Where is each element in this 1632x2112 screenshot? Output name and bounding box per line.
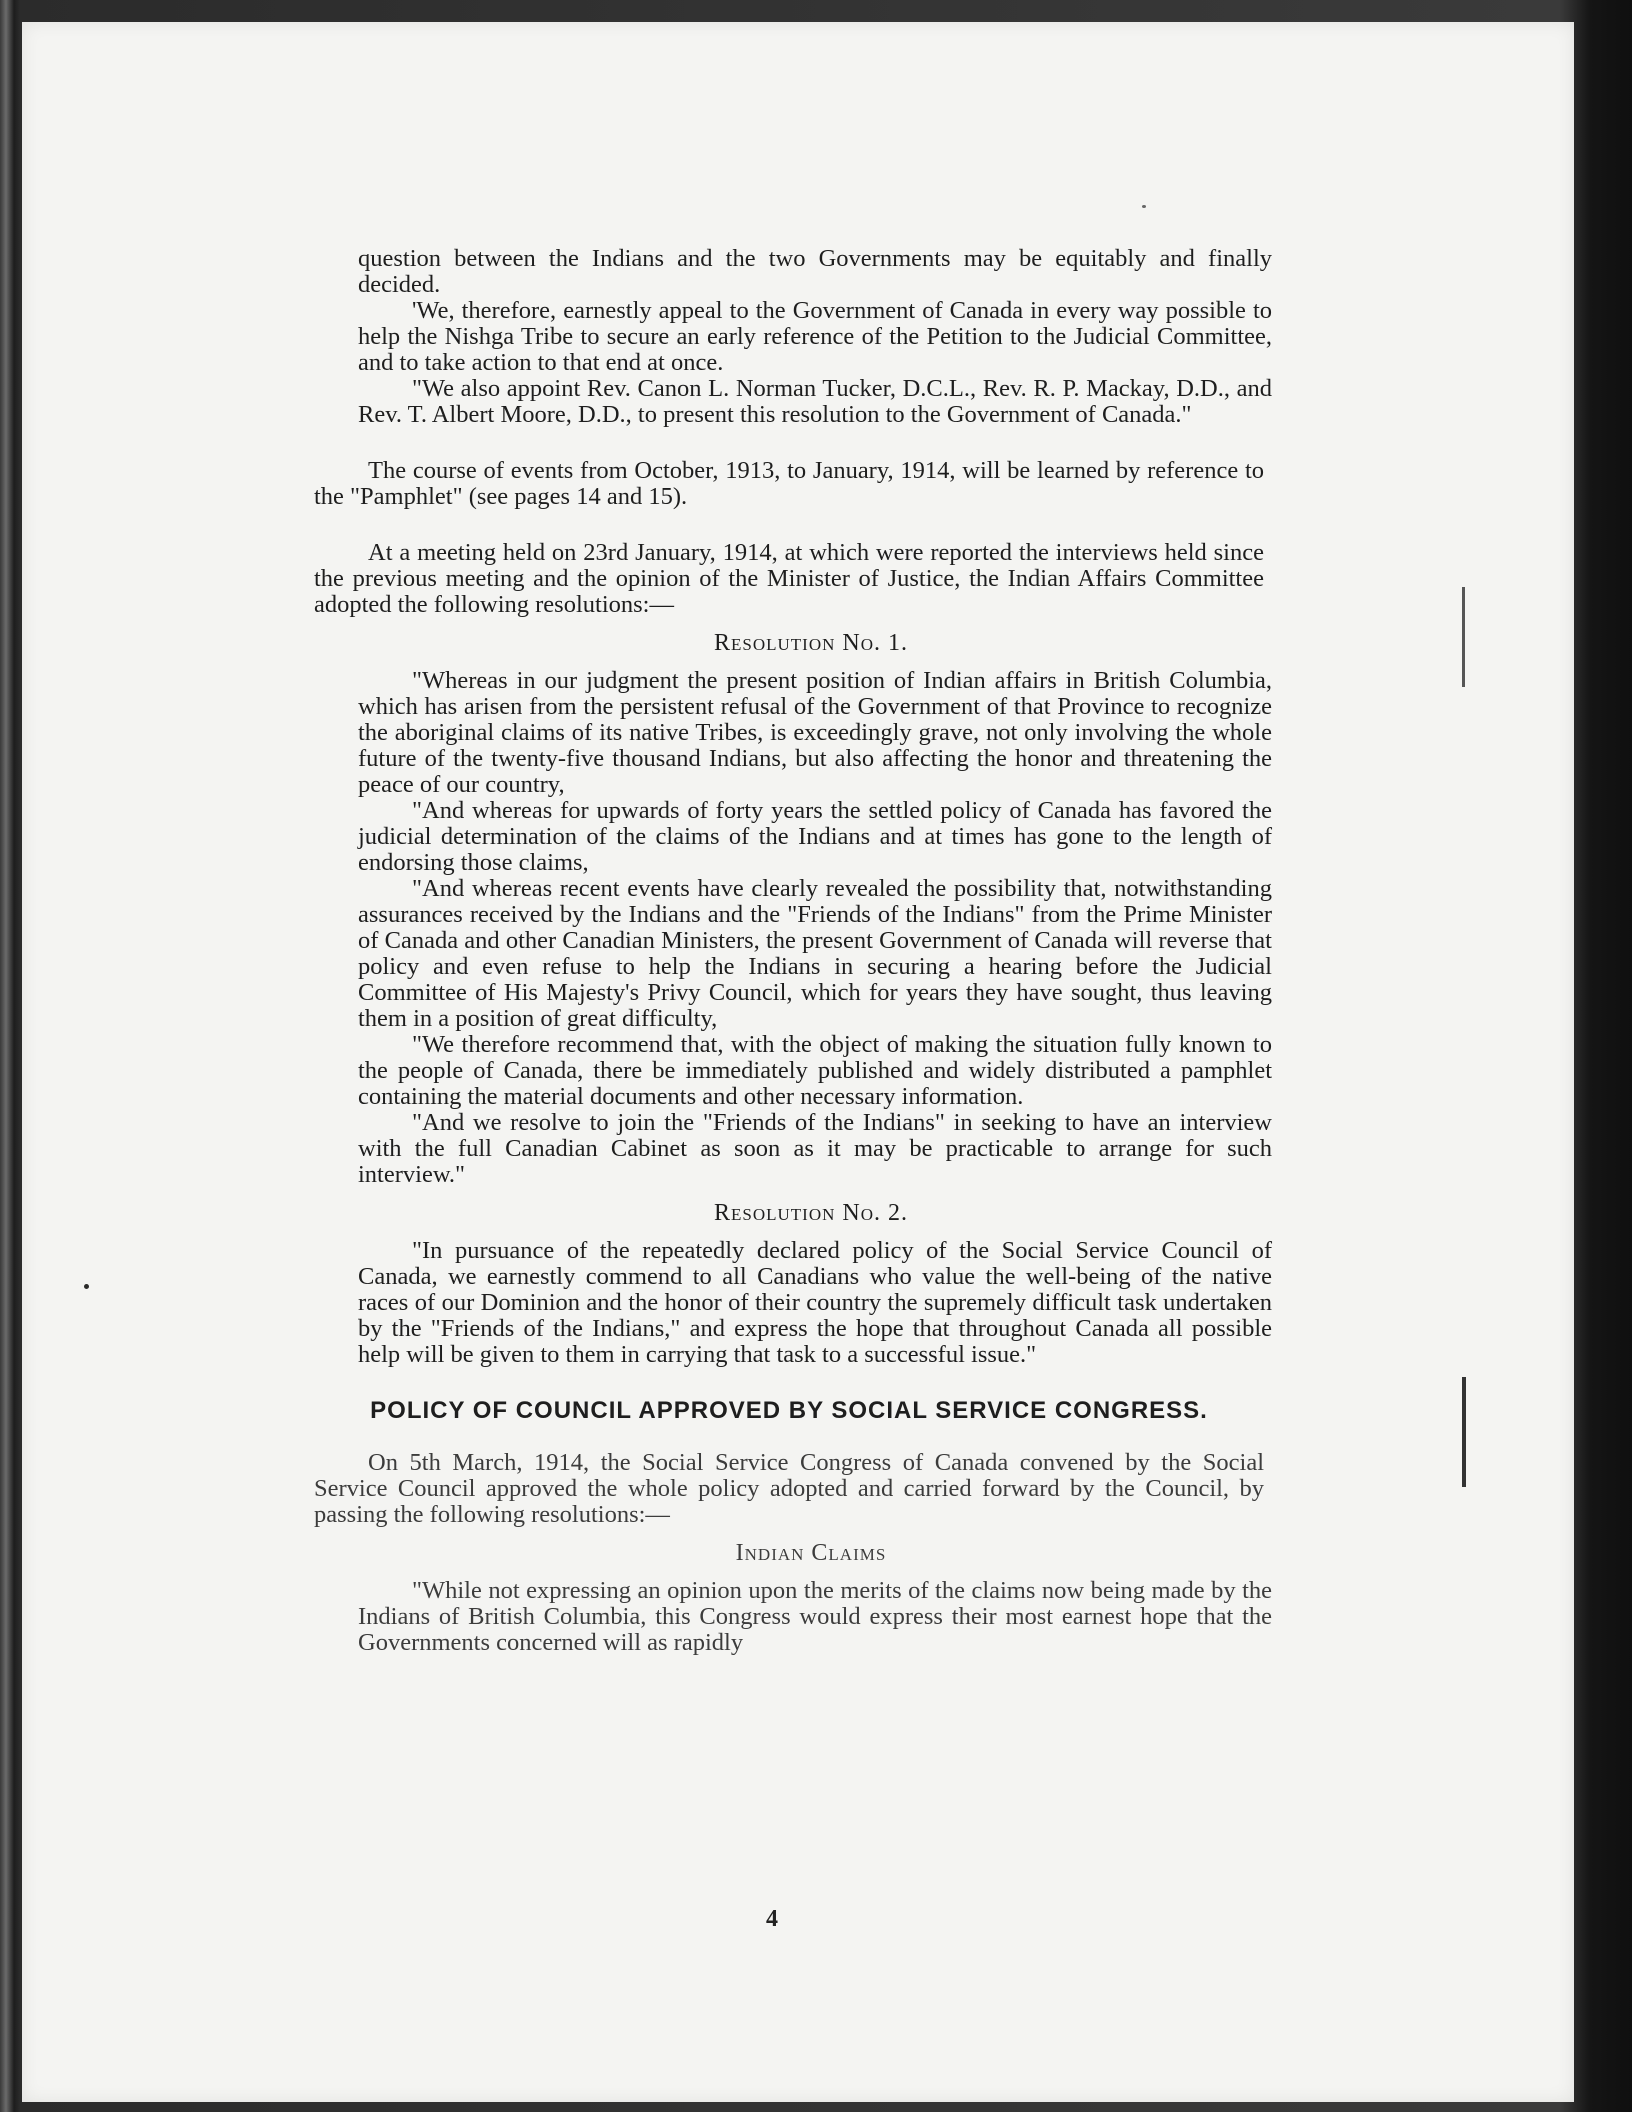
page-number-text: 4 [766,1906,778,1932]
resolution-1-paragraph: "And whereas recent events have clearly revealed the possibility that, notwithstanding assurances received by the Indians and the "Friends of the Indians" from the Prime Minister of Canada and other Canadian Ministers, the present Government of Canada will reverse that policy and even refuse to help the Indians in securing a hearing before the Judicial Committee of His Majesty's Privy Council, which for years they have sought, thus leaving them in a position of great difficulty, [358,875,1272,1032]
resolution-2-body [358,1238,1272,1368]
page-number [22,1906,1574,1933]
paragraph-congress: On 5th March, 1914, the Social Service Congress of Canada convened by the Social Service Council approved the whole policy adopted and carried forward by the Council, by passing the following resolutions:— [314,1449,1264,1528]
continuation-quote [358,246,1272,428]
indian-claims-body [358,1578,1272,1656]
indian-claims-heading: Indian Claims [735,1540,887,1566]
paragraph-course-of-events: The course of events from October, 1913, to January, 1914, will be learned by reference to the "Pamphlet" (see pages 14 and 15). [314,457,1264,510]
resolution-1-paragraph: "We therefore recommend that, with the object of making the situation fully known to the people of Canada, there be immediately published and widely distributed a pamphlet containing the material documents and other necessary information. [358,1031,1272,1110]
resolution-1-body [358,668,1272,1188]
document-sheet [22,22,1574,2102]
indian-claims-paragraph: "While not expressing an opinion upon the merits of the claims now being made by the Indians of British Columbia, this Congress would express their most earnest hope that the Governments concerned will as rapidly [358,1577,1272,1656]
resolution-1-paragraph: "And we resolve to join the "Friends of the Indians" in seeking to have an interview with the full Canadian Cabinet as soon as it may be practicable to arrange for such interview." [358,1109,1272,1188]
resolution-1-paragraph: "And whereas for upwards of forty years the settled policy of Canada has favored the judicial determination of the claims of the Indians and at times has gone to the length of endorsing those claims, [358,797,1272,876]
scan-margin-mark [1462,1377,1466,1487]
resolution-1-heading: Resolution No. 1. [714,630,908,656]
quote-paragraph: 'We, therefore, earnestly appeal to the Government of Canada in every way possible to help the Nishga Tribe to secure an early reference of the Petition to the Judicial Committee, and to take action to that end at once. [358,297,1272,376]
resolution-1-paragraph: "Whereas in our judgment the present position of Indian affairs in British Columbia, which has arisen from the persistent refusal of the Government of that Province to recognize the aboriginal claims of its native Tribes, is exceedingly grave, not only involving the whole future of the twenty-five thousand Indians, but also affecting the honor and threatening the peace of our country, [358,667,1272,798]
resolution-2-heading: Resolution No. 2. [714,1200,908,1226]
quote-paragraph: question between the Indians and the two Governments may be equitably and finally decided. [358,245,1272,298]
section-title: POLICY OF COUNCIL APPROVED BY SOCIAL SERVICE CONGRESS. [370,1397,1208,1424]
resolution-2-paragraph: "In pursuance of the repeatedly declared policy of the Social Service Council of Canada, we earnestly commend to all Canadians who value the well-being of the native races of our Dominion and the honor of their country the supremely difficult task undertaken by the "Friends of the Indians," and express the hope that throughout Canada all possible help will be given to them in carrying that task to a successful issue." [358,1237,1272,1368]
paragraph-meeting: At a meeting held on 23rd January, 1914, at which were reported the interviews held since the previous meeting and the opinion of the Minister of Justice, the Indian Affairs Committee adopted the following resolutions:— [314,539,1264,618]
scan-speck [1142,205,1146,208]
document-body [314,245,1272,1656]
scan-margin-mark [1462,587,1465,687]
scan-speck [84,1284,89,1289]
quote-paragraph: "We also appoint Rev. Canon L. Norman Tucker, D.C.L., Rev. R. P. Mackay, D.D., and Rev. T. Albert Moore, D.D., to present this resolution to the Government of Canada." [358,375,1272,428]
